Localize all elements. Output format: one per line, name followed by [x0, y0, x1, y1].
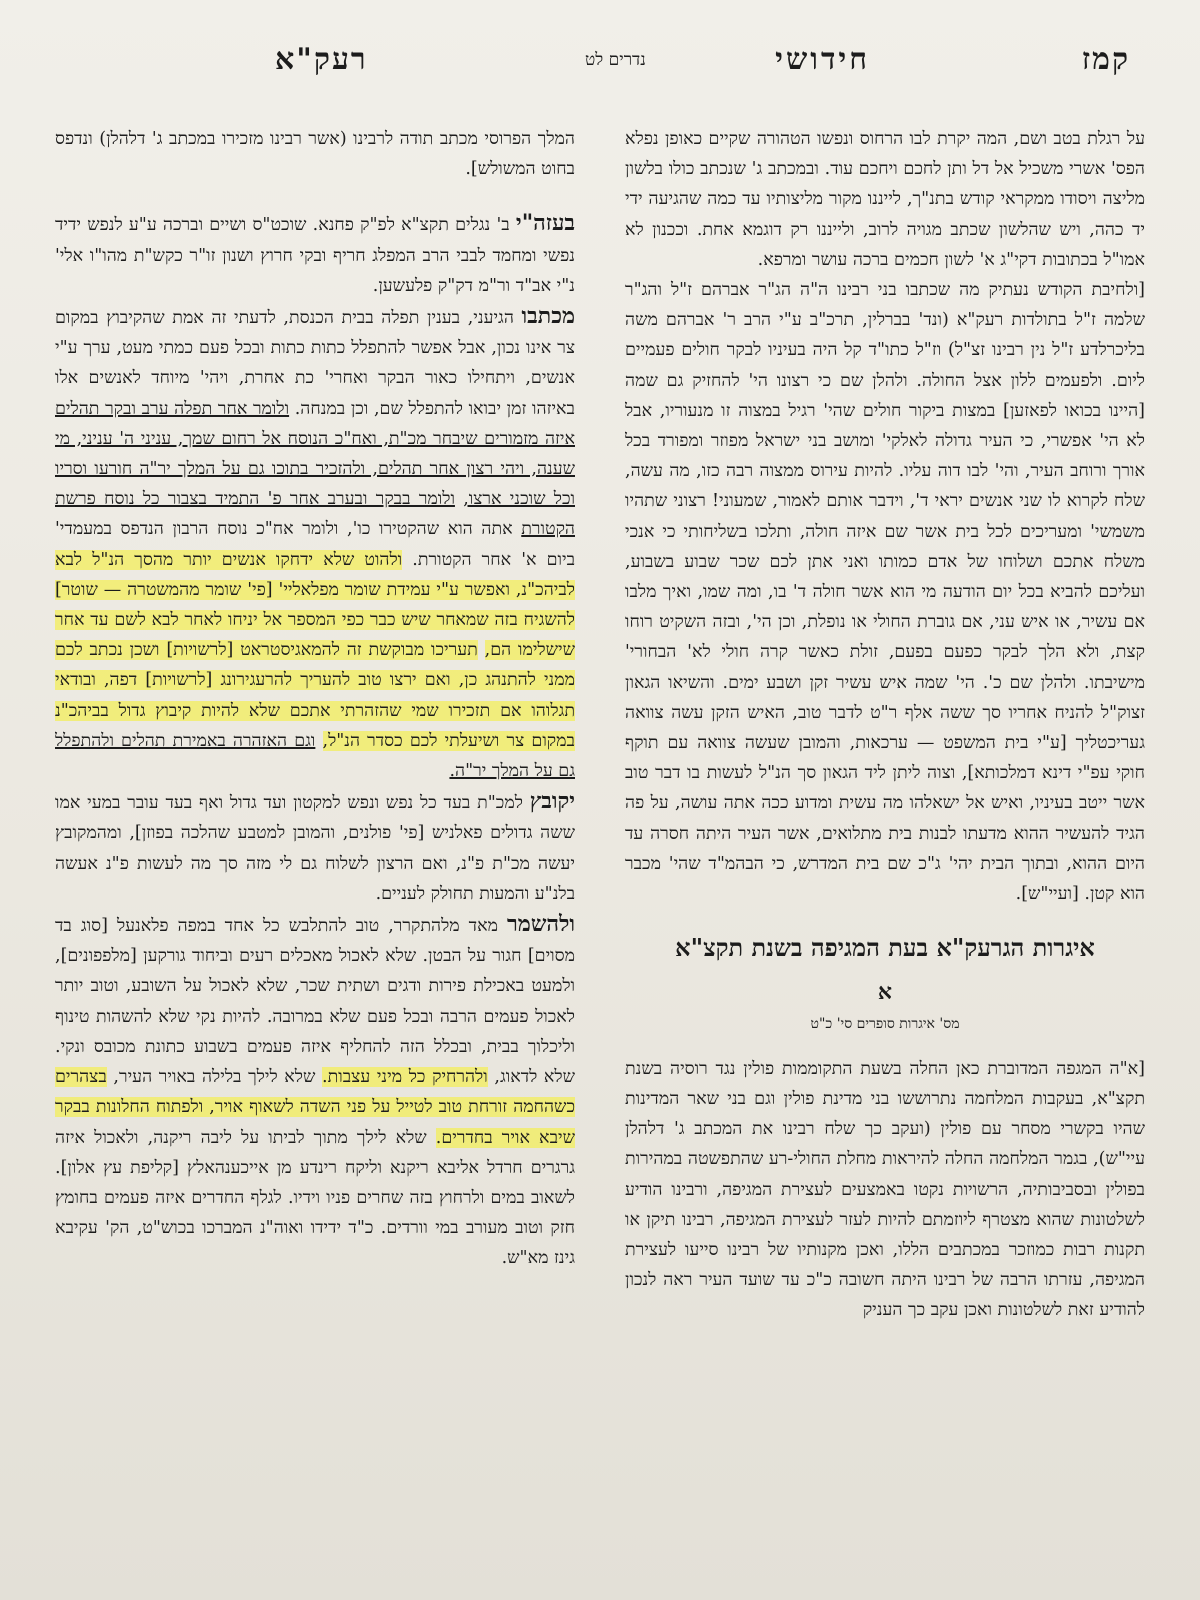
page-header — [40, 36, 1160, 86]
left-paragraph-4 — [55, 786, 575, 909]
section-letter: א — [877, 979, 893, 1006]
lead-word-vehishamer: ולהשמר — [506, 911, 575, 938]
text-segment: מאד מלהתקרר, טוב להתלבש כל אחד במפה פלאנעל [סוג בד מסוים] חגור על הבטן. שלא לאכול מאכלים רעים וביחוד גורקען [מלפפונים], ולמעט באכילת פירות ודגים ושתית שכר, שלא לאכול על השובע, וטוב יותר לאכול פעמים הרבה ובכל פעם שלא במרובה. להיות נקי שלא להשהות טינוף וליכלוך בבית, ובכלל הזה להחליף איזה פעמים בשבוע כתונת מכובס ונקי. שלא לדאוג, — [55, 916, 575, 1088]
right-paragraph-2: [ולחיבת הקודש נעתיק מה שכתבו בני רבינו ה"ה הג"ר אברהם ז"ל והג"ר שלמה ז"ל בתולדות רעק"א (ונד' בברלין, תרכ"ב ע"י הרב ר' אברהם משה בליכרלדע ז"ל נין רבינו זצ"ל) וז"ל כתו"ד קל היה בעיניו לבקר חולים פעמיים ליום. ולפעמים ללון אצל החולה. ולהלן שם כי רצונו הי' להחזיק גם שמה [היינו בכואו לפאזען] במצות ביקור חולים שהי' רגיל במצוה זו מנעוריו, אבל לא הי' אפשרי, כי העיר גדולה לאלקי' ומושב בני ישראל מפוזר ומפורד בכל אורך ורוחב העיר, והי' לבו דוה עליו. להיות עירוס ממצוה רבה כזו, מה עשה, שלח לקרוא לו שני אנשים יראי ד', וידבר אותם לאמור, שמעוני! רצוני שתהיו משמשי' ומעריכים לכל בית אשר שם איזה חולה, ותלכו בשליחותי כי אנכי משלח אתכם ושלוחו של אדם כמותו ואני אתן לכם שכר שבוע בשבוע, ועליכם להביא בכל יום הודעה מי הוא אשר חולה ד' בו, ומה שמו, ואיך מלבו אם עשיר, או איש עני, אם גוברת החולי או נופלת, וכן הי', ובזה השקיט רוחו קצת, ולא הלך לבקר כפעם בפעם, זולת כאשר קרה חולי לא' הבחורי' מישיבתו. ולהלן שם כ'. הי' שמה איש עשיר זקן ושבע ימים. והשיאו הגאון זצוק"ל להניח אחריו סך ששה אלף ר"ט לדבר טוב, האיש הזקן עשה צוואה געריכטליך [ע"י בית המשפט — ערכאות, והמובן שעשה צוואה עם תוקף חוקי עפ"י דינא דמלכותא], וצוה ליתן ליד הגאון סך הנ"ל לעשות בו דבר טוב אשר ייטב בעיניו, ואיש אל ישאלהו מה עשית ומדוע ככה אתה עושה, על פה הגיד להעשיר ההוא מדעתו לבנות בית מתלואים, אשר העיר היתה חסרה עד היום ההוא, ובתוך הבית יהי' ג"כ שם בית המדרש, כי הבהמ"ד שהי' מכבר הוא קטן. [ועיי"ש]. — [625, 280, 1145, 905]
section-source: מס' איגרות סופרים סי' כ"ט — [810, 1016, 960, 1033]
text-segment: הגיעני, בענין תפלה בבית הכנסת, לדעתי זה אמת שהקיבוץ במקום צר אינו נכון, אבל אפשר להתפלל כתות כתות ובכל פעם כמתי מעט, ערך ע"י אנשים, ויתחילו כאור הבקר ואחרי' כת אחרת, ויהי' מיוחד לאנשים אלו באיזהו זמן יבואו להתפלל שם, וכן במנחה. — [55, 308, 575, 419]
right-paragraph-3: [א"ה המגפה המדוברת כאן החלה בשעת התקוממות פולין נגד רוסיה בשנת תקצ"א, בעקבות המלחמה נתרוששו בני מדינת פולין וגם בני שאר המדינות שהיו בקשרי מסחר עם פולין (ועקב כך שלח רבינו את המכתב ג' דלהלן עיי"ש), בגמר המלחמה החלה להיראות מחלת החולי-רע שהתפשטה במהירות בפולין ובסביבותיה, הרשויות נקטו באמצעים לעצירת המגיפה, ורבינו הודיע לשלטונות שהוא מצטרף ליוזמתם להיות לעזר לעצירת המגיפה, רבינו תיקן או תקנות רבות כמוזכר במכתבים הללו, ואכן מקנותיו של רבינו סייעו לעצירת המגיפה, עזרתו הרבה של רבינו היתה חשובה כ"כ עד שועד העיר ראה לנכון להודיע זאת לשלטונות ואכן עקב כך העניק — [625, 1058, 1145, 1321]
highlighted-text: ולהוט שלא ידחקו אנשים יותר מהסך הנ"ל לבא לביהכ"נ, ואפשר ע"י עמידת שומר מפלאליי' [פי' שומר מהמשטרה — שוטר] להשגיח בזה שמאחר שיש כבר כפי המספר אל יניחו לאחר לבא לשם עד אחר שישלימו הם, — [55, 549, 575, 661]
left-paragraph-5 — [55, 909, 575, 1273]
lead-word-yekubatz: יקובץ — [529, 788, 575, 815]
underlined-text: ולומר אחר תפלה ערב ובקר תהלים איזה מזמורים שיבחר מכ"ת, ואח"כ הנוסח אל רחום שמך, עניני ה' עניני, מי שענה, ויהי רצון אחר תהלים, ולהזכיר בתוכו גם על המלך יר"ה חורעו וסריו וכל שוכני ארצו, — [55, 398, 575, 510]
underlined-text: ולומר בבקר ובערב אחר פ' התמיד בצבור כל נוסח פרשת הקטורת — [55, 489, 575, 540]
text-segment: למכ"ת בעד כל נפש ונפש למקטון ועד גדול ואף בעד עובר במעי אמו ששה גדולים פאלניש [פי' פולנים, והמובן למטבע שהלכה בפוזן], ומהמקובץ יעשה מכ"ת פ"נ, ואם הרצון לשלוח גם לי מזה סך מה לעשות פ"נ אעשה בלנ"ע והמעות תחולק לעניים. — [55, 793, 575, 904]
highlighted-text: ולהרחיק כל מיני עצבות. — [322, 1067, 488, 1088]
text-segment: שלא לילך בלילה באויר העיר, — [113, 1067, 316, 1088]
section-title: איגרות הגרעק"א בעת המגיפה בשנת תקצ"א — [675, 933, 1095, 963]
left-column — [55, 124, 575, 1584]
left-paragraph-2 — [55, 208, 575, 301]
left-paragraph-3 — [55, 301, 575, 786]
right-column — [625, 124, 1145, 1584]
letter-salutation: ב' נגלים תקצ"א לפ"ק פחנא. שוכט"ס ושיים וברכה ע"ע לנפש ידיד נפשי ומחמד לבבי הרב המפלג חריף ובקי חרוץ ושנון זו"ר כקש"ת מהו"ו אלי' נ"י אב"ד ור"מ דק"ק פלעשען. — [55, 215, 575, 296]
opening-word: בעזה"י — [515, 210, 575, 237]
highlighted-text: בצהרים כשהחמה זורחת טוב לטייל על פני השדה לשאוף אויר, ולפתוח החלונות בבקר שיבא אויר בחדרים. — [55, 1067, 575, 1148]
running-author: רעק"א — [275, 42, 368, 77]
page-number: קמז — [1081, 42, 1130, 77]
tractate-reference: נדרים לט — [585, 50, 646, 70]
text-segment: שלא לילך מתוך לביתו על ליבה ריקנה, ולאכול איזה גרגרים חרדל אליבא ריקנא וליקח רינדע מן אייכענהאלץ [קליפת עץ אלון]. לשאוב במים ולרחוץ בזה שחרים פניו וידיו. לגלף החדרים איזה פעמים בחומץ חזק וטוב מעורב במי וורדים. כ"ד ידידו ואוה"נ המברכו בכוש"ט, הק' עקיבא גינז מא"ש. — [55, 1127, 575, 1269]
left-paragraph-1: המלך הפרוסי מכתב תודה לרבינו (אשר רבינו מזכירו במכתב ג' דלהלן) ונדפס בחוט המשולש]. — [55, 129, 575, 180]
text-segment: אתה הוא שהקטירו כו', ולומר אח"כ נוסח הרבון הנדפס במעמדי' ביום א' אחר הקטורת. — [55, 519, 575, 570]
right-paragraph-1: על רגלת בטב ושם, המה יקרת לבו הרחוס ונפשו הטהורה שקיים כאופן נפלא הפס' אשרי משכיל אל דל ותן לחכם ויחכם עוד. ובמכתב ג' שנכתב כולו בלשון מליצה ויסודו ממקראי קודש בתנ"ך, לייננו מקור מליצותיו עד כמה שהגיעה ידי יד כהה, ויש שהלשון שכתב מגויה לרוב, ולייננו רק דוגמא אחת. וככנון לא אמו"ל בכתובות דקי"ג א' לשון חכמים ברכה עושר ומרפא. — [625, 129, 1145, 270]
highlighted-text: תעריכו מבוקשת זה להמאגיסטראט [לרשויות] ושכן נכתב לכם ממני להתנהג כן, ואם ירצו טוב להעריך להרעגירונג [לרשויות] דפה, ובודאי תגלוהו אם תזכירו שמי שהזהרתי אתכם שלא להיות קיבוץ גדול בביהכ"נ במקום צר ושיעלתי לכם כסדר הנ"ל, — [55, 640, 575, 751]
underlined-text: וגם האזהרה באמירת תהלים ולהתפלל גם על המלך יר"ה. — [55, 730, 575, 782]
running-title: חידושי — [775, 42, 870, 77]
paragraph-spacer — [55, 184, 575, 208]
lead-word-mikhtavo: מכתבו — [521, 303, 575, 330]
